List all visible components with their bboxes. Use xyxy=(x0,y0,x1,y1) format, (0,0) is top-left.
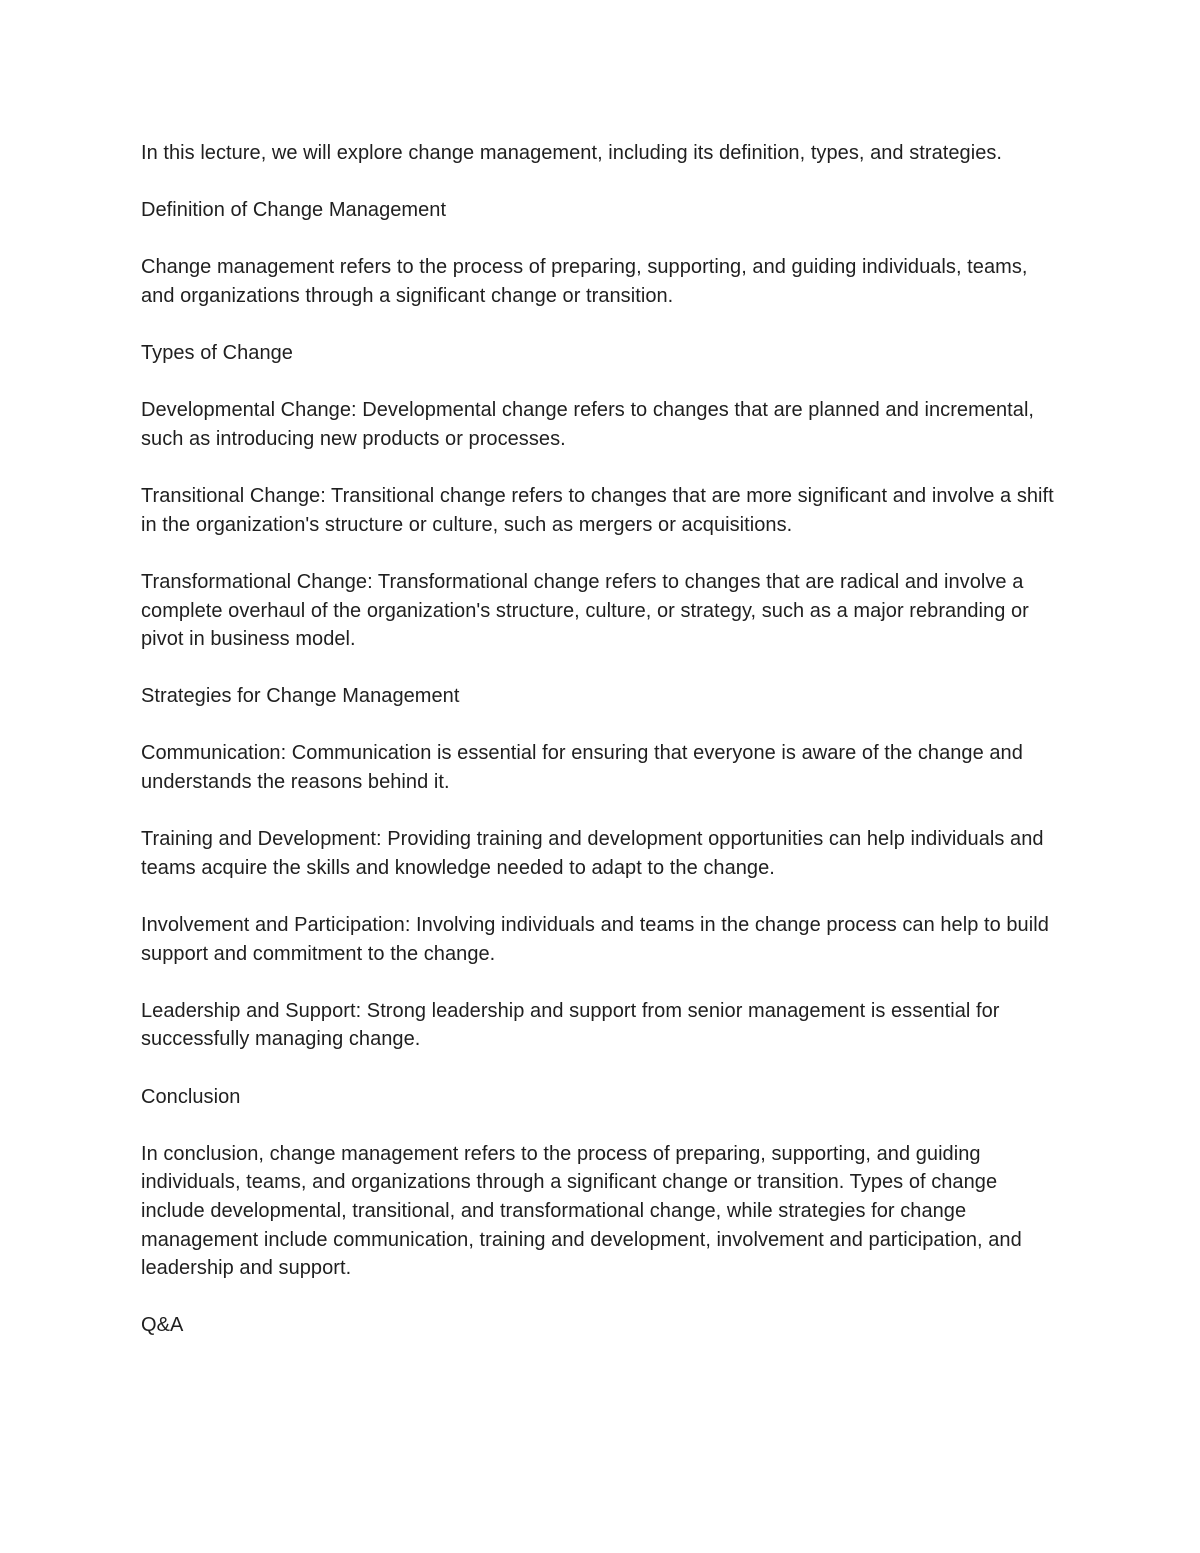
types-heading: Types of Change xyxy=(141,342,293,365)
definition-heading: Definition of Change Management xyxy=(141,199,447,222)
strategy-communication-paragraph: Communication: Communication is essential for ensuring that everyone is aware of the change and understands the reasons behind it. xyxy=(141,742,1023,794)
type-transformational-paragraph: Transformational Change: Transformational change refers to changes that are radical and involve a complete overhaul of the organization's structure, culture, or strategy, such as a major rebranding or pivot in business model. xyxy=(141,570,1029,651)
strategy-leadership-paragraph: Leadership and Support: Strong leadership and support from senior management is essential for successfully managing change. xyxy=(141,999,1000,1051)
strategies-heading: Strategies for Change Management xyxy=(141,685,460,708)
qa-heading: Q&A xyxy=(141,1314,184,1337)
intro-paragraph: In this lecture, we will explore change management, including its definition, types, and strategies. xyxy=(141,142,1003,164)
document-body xyxy=(141,139,1066,1340)
strategy-training-paragraph: Training and Development: Providing training and development opportunities can help individuals and teams acquire the skills and knowledge needed to adapt to the change. xyxy=(141,828,1044,879)
type-developmental-paragraph: Developmental Change: Developmental change refers to changes that are planned and incremental, such as introducing new products or processes. xyxy=(141,399,1035,450)
conclusion-paragraph: In conclusion, change management refers to the process of preparing, supporting, and guiding individuals, teams, and organizations through a significant change or transition. Types of change include developmental, transitional, and transformational change, while strategies for change management include communication, training and development, involvement and participation, and leadership and support. xyxy=(141,1142,1022,1280)
strategy-involvement-paragraph: Involvement and Participation: Involving individuals and teams in the change process can help to build support and commitment to the change. xyxy=(141,914,1049,965)
definition-paragraph: Change management refers to the process of preparing, supporting, and guiding individuals, teams, and organizations through a significant change or transition. xyxy=(141,256,1028,307)
conclusion-heading: Conclusion xyxy=(141,1085,241,1108)
type-transitional-paragraph: Transitional Change: Transitional change refers to changes that are more significant and involve a shift in the organization's structure or culture, such as mergers or acquisitions. xyxy=(141,485,1054,536)
